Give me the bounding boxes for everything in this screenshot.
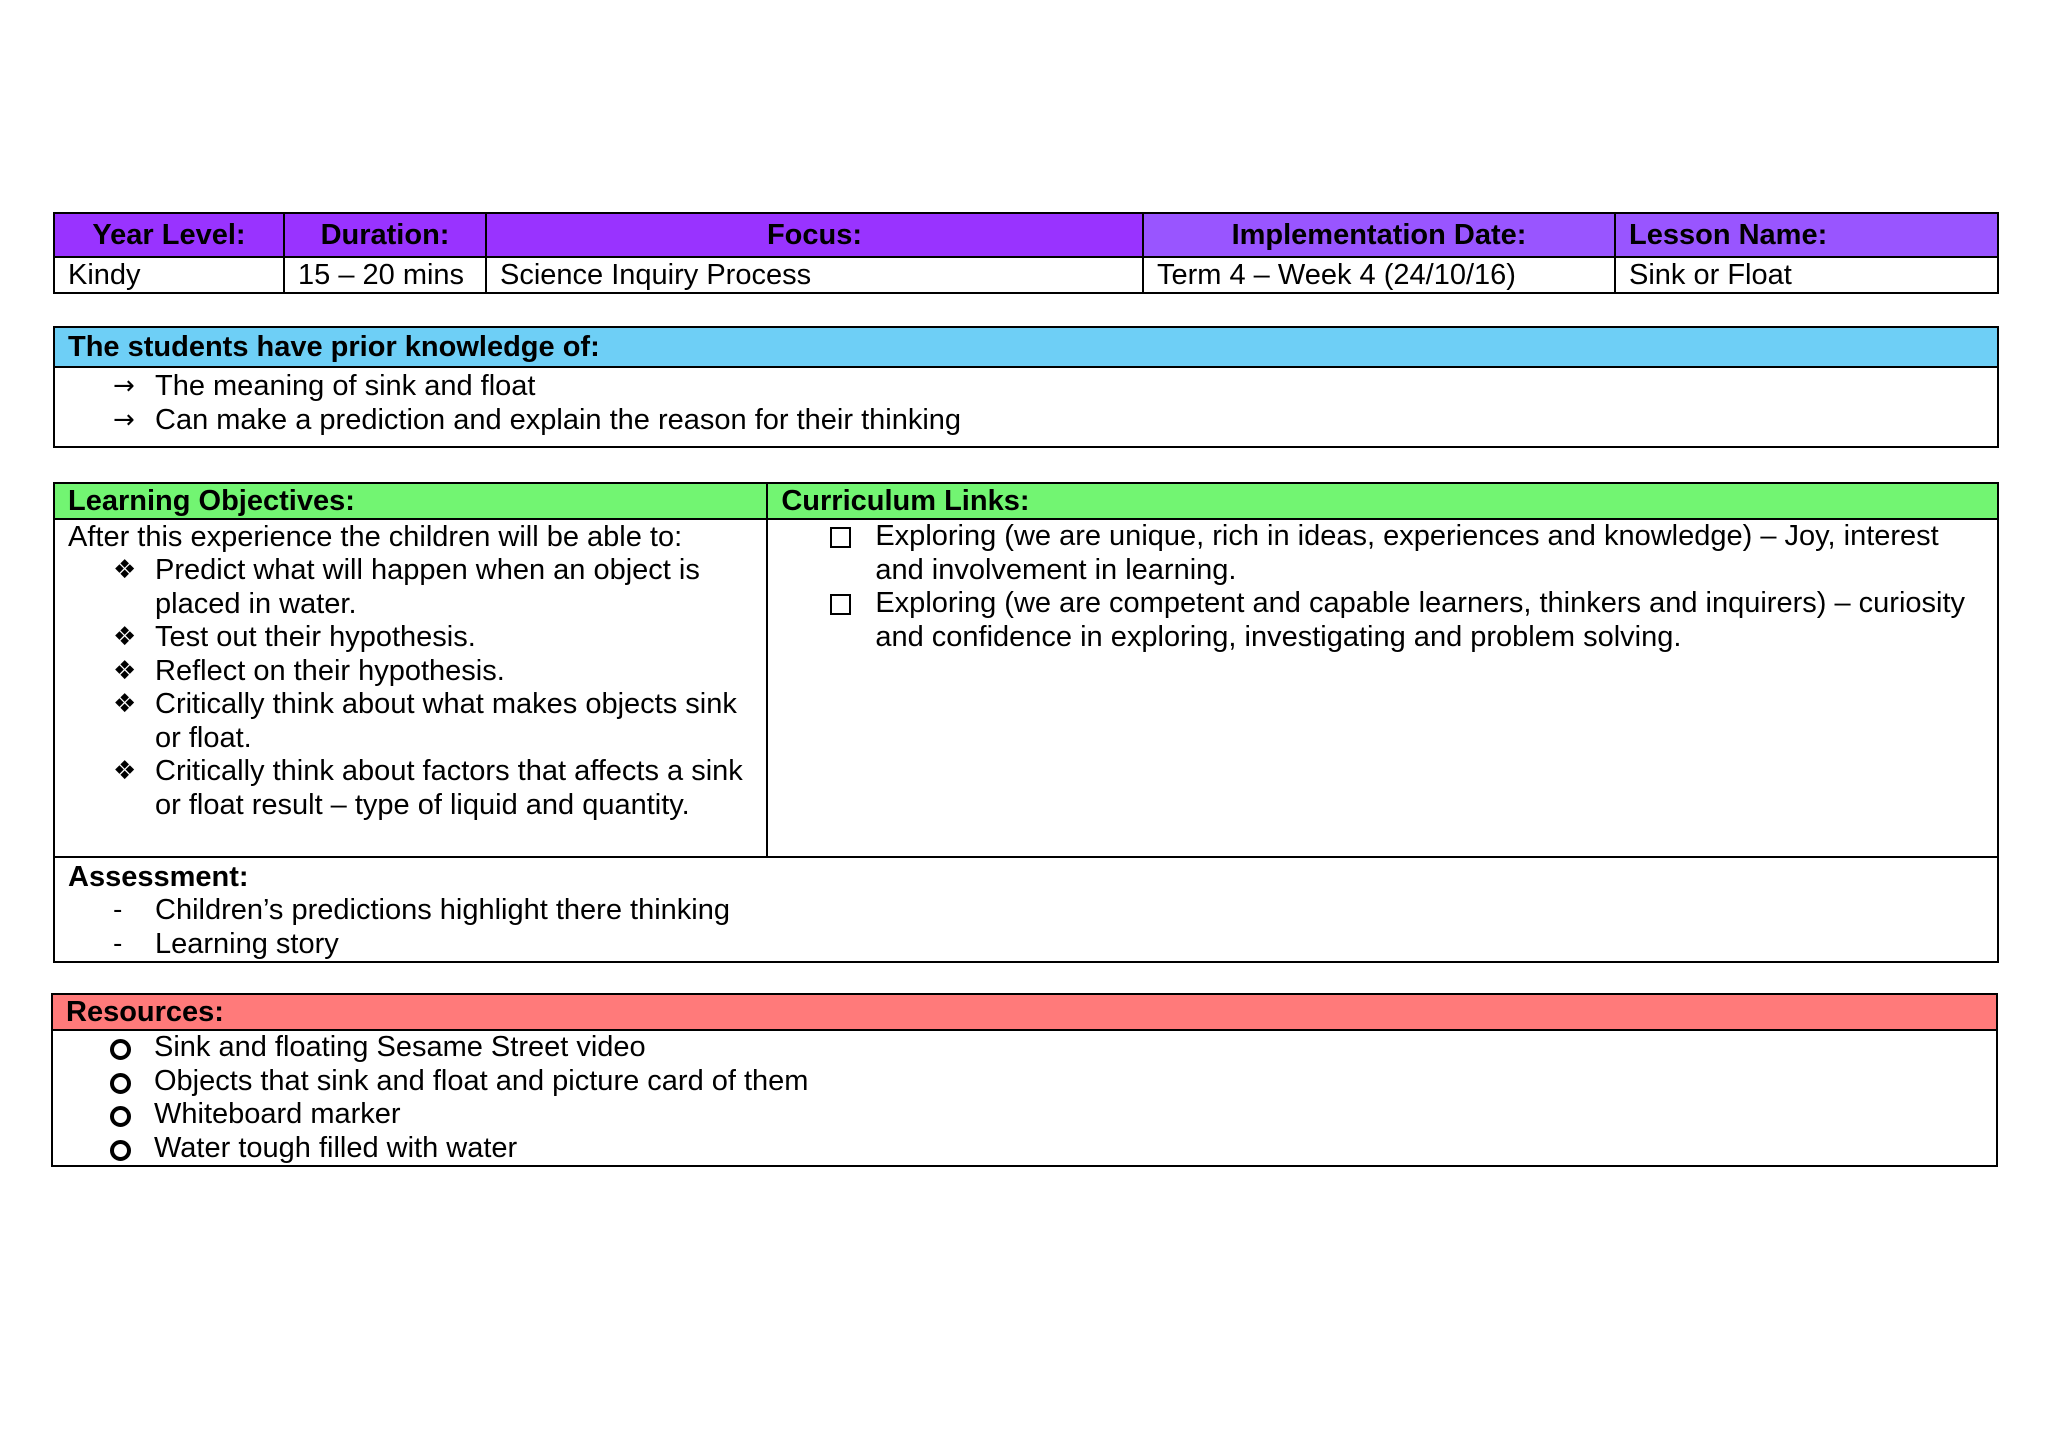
resources-list	[66, 1031, 1983, 1165]
list-item	[68, 755, 753, 822]
objective-item: Reflect on their hypothesis.	[155, 654, 505, 687]
year-level-value: Kindy	[54, 257, 284, 293]
year-level-label: Year Level:	[54, 213, 284, 257]
assessment-item: Children’s predictions highlight there thinking	[155, 894, 730, 926]
list-item	[781, 520, 1984, 587]
resource-item: Sink and floating Sesame Street video	[154, 1031, 646, 1063]
assessment-item: Learning story	[155, 927, 339, 960]
learning-objectives-table	[53, 482, 1999, 963]
focus-label: Focus:	[486, 213, 1143, 257]
lesson-header-table	[53, 212, 1999, 294]
list-item	[781, 587, 1984, 654]
list-item	[66, 1098, 1983, 1132]
four-diamond-icon: ❖	[113, 622, 137, 652]
resources-title: Resources:	[52, 994, 1997, 1030]
objective-item: Test out their hypothesis.	[155, 621, 476, 653]
lesson-name-label: Lesson Name:	[1615, 213, 1998, 257]
list-item	[68, 894, 1984, 928]
list-item	[66, 1132, 1983, 1166]
duration-value: 15 – 20 mins	[284, 257, 486, 293]
four-diamond-icon: ❖	[113, 756, 137, 786]
dash-bullet: -	[113, 928, 123, 959]
assessment-list	[68, 894, 1984, 961]
learning-objectives-intro: After this experience the children will be able to:	[68, 521, 683, 553]
checkbox-icon	[830, 520, 860, 558]
implementation-date-label: Implementation Date:	[1143, 213, 1615, 257]
four-diamond-icon: ❖	[113, 689, 137, 719]
header-value-row	[54, 257, 1998, 293]
list-item	[66, 1065, 1983, 1099]
list-item	[68, 655, 753, 689]
objective-item: Critically think about factors that affects a sink or float result – type of liquid and quantity.	[155, 755, 743, 821]
curriculum-links-list	[781, 520, 1984, 654]
prior-knowledge-table	[53, 326, 1999, 448]
curriculum-links-cell	[767, 519, 1998, 857]
prior-knowledge-cell	[54, 367, 1998, 447]
assessment-title: Assessment:	[68, 861, 249, 893]
implementation-date-value: Term 4 – Week 4 (24/10/16)	[1143, 257, 1615, 293]
list-item	[68, 688, 753, 755]
assessment-cell	[54, 857, 1998, 962]
curriculum-link-item: Exploring (we are unique, rich in ideas, experiences and knowledge) – Joy, interest and involvement in learning.	[875, 520, 1939, 586]
list-item	[68, 928, 1984, 962]
resource-item: Objects that sink and float and picture card of them	[154, 1064, 809, 1097]
list-item	[68, 370, 1984, 404]
prior-knowledge-item: The meaning of sink and float	[155, 370, 536, 402]
prior-knowledge-list	[68, 370, 1984, 437]
focus-value: Science Inquiry Process	[486, 257, 1143, 293]
list-item	[68, 404, 1984, 438]
curriculum-link-item: Exploring (we are competent and capable learners, thinkers and inquirers) – curiosity and confidence in exploring, investigating and problem solving.	[875, 587, 1966, 653]
checkbox-icon	[830, 587, 860, 625]
resources-cell	[52, 1030, 1997, 1166]
arrow-right-icon: →	[113, 404, 135, 435]
four-diamond-icon: ❖	[113, 655, 137, 686]
resource-item: Water tough filled with water	[154, 1131, 518, 1164]
learning-objectives-list	[68, 554, 753, 822]
objective-item: Predict what will happen when an object is placed in water.	[155, 554, 700, 620]
learning-objectives-title: Learning Objectives:	[54, 483, 767, 519]
prior-knowledge-title: The students have prior knowledge of:	[54, 327, 1998, 367]
dash-bullet: -	[113, 895, 123, 925]
arrow-right-icon: →	[113, 371, 135, 401]
list-item	[68, 554, 753, 621]
duration-label: Duration:	[284, 213, 486, 257]
curriculum-links-title: Curriculum Links:	[767, 483, 1998, 519]
resources-table	[51, 993, 1998, 1167]
lesson-name-value: Sink or Float	[1615, 257, 1998, 293]
resource-item: Whiteboard marker	[154, 1098, 401, 1130]
prior-knowledge-item: Can make a prediction and explain the reason for their thinking	[155, 403, 962, 436]
four-diamond-icon: ❖	[113, 555, 137, 585]
header-label-row	[54, 213, 1998, 257]
list-item	[68, 621, 753, 655]
ring-icon	[110, 1132, 140, 1171]
objective-item: Critically think about what makes objects sink or float.	[155, 688, 737, 754]
learning-objectives-cell	[54, 519, 767, 857]
list-item	[66, 1031, 1983, 1065]
